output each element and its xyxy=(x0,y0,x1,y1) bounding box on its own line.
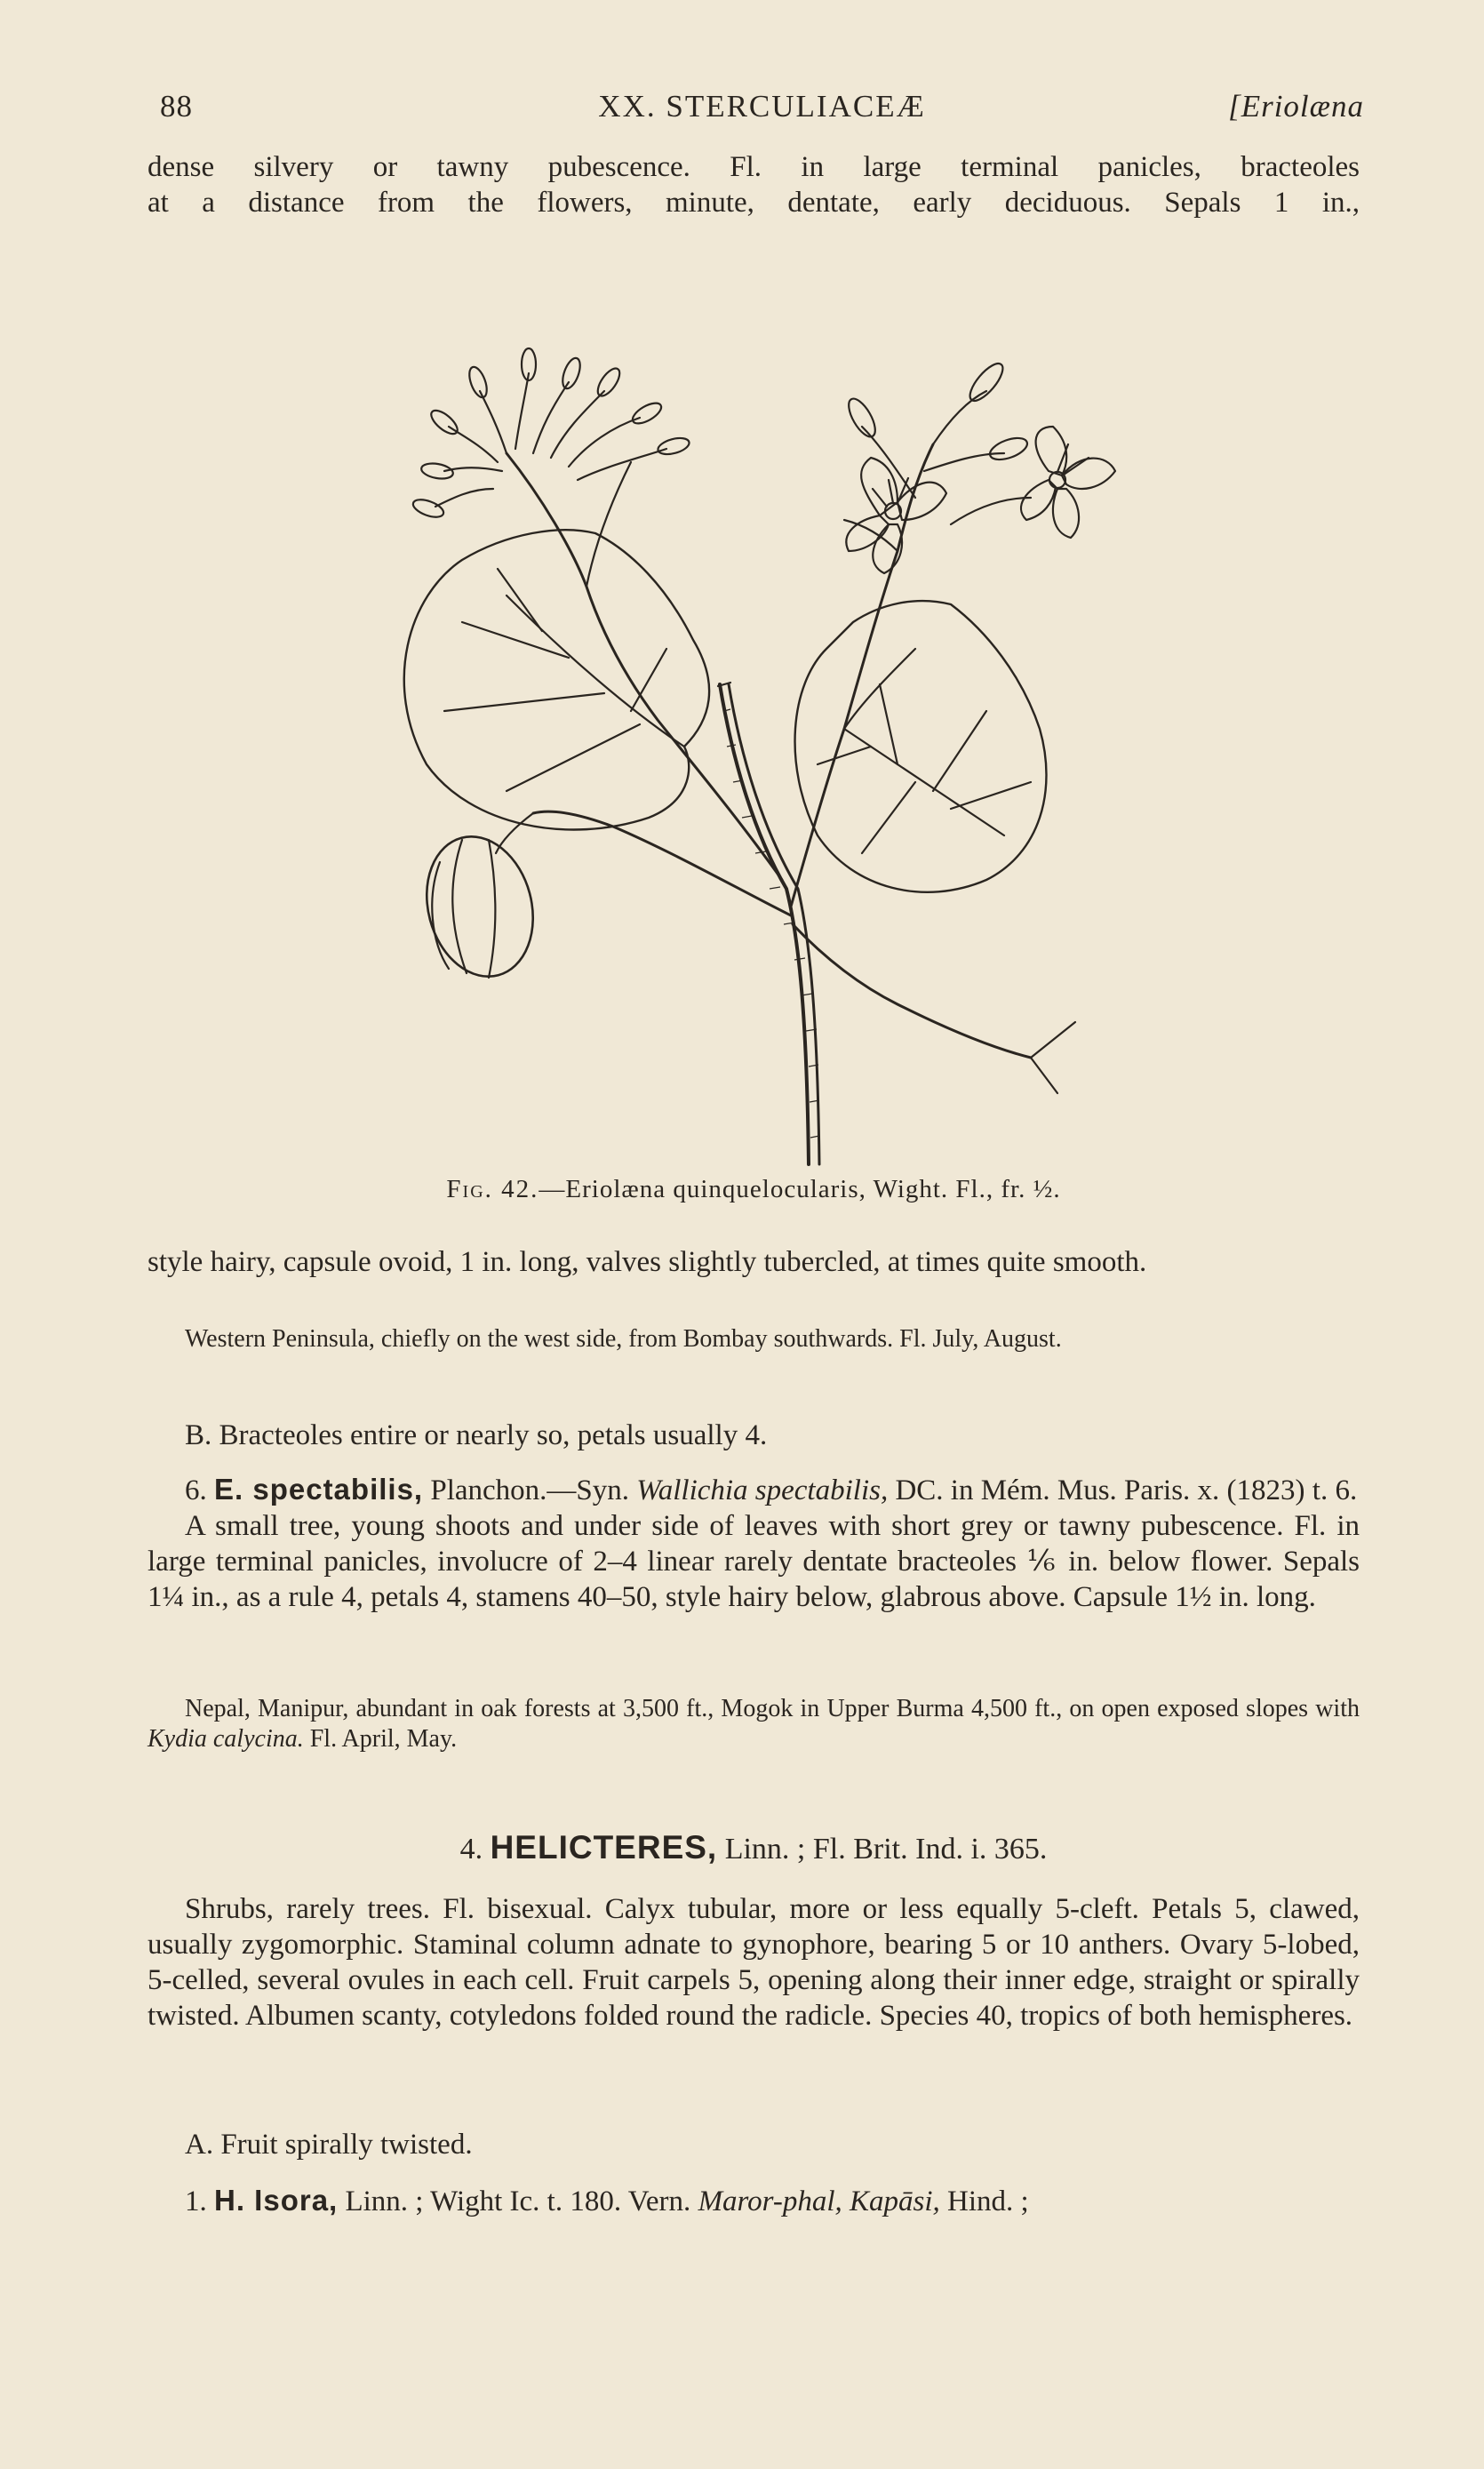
species-6-distribution xyxy=(148,1694,1360,1754)
species-6-distribution-text xyxy=(148,1694,1360,1754)
figure-caption xyxy=(148,1175,1360,1204)
genus-4-name: HELICTERES, xyxy=(490,1829,718,1866)
vernacular-1: Maror-phal, xyxy=(698,2185,842,2217)
species-1-entry xyxy=(148,2183,1360,2219)
vernacular-2: Kapāsi, xyxy=(842,2185,940,2217)
left-leaf xyxy=(404,530,709,829)
intro-line-1: dense silvery or tawny pubescence. Fl. in large terminal panicles, bracteoles xyxy=(148,151,1360,183)
style-paragraph xyxy=(148,1244,1360,1280)
genus-4-description xyxy=(148,1891,1360,2034)
style-text: style hairy, capsule ovoid, 1 in. long, valves slightly tubercled, at times quite smooth. xyxy=(148,1246,1147,1278)
species-6-name: E. spectabilis, xyxy=(214,1473,424,1506)
intro-paragraph xyxy=(148,149,1360,220)
fruit-capsule xyxy=(411,813,547,988)
species-1-heading xyxy=(148,2183,1360,2219)
species-6-synonym-ref: DC. in Mém. Mus. Paris. x. (1823) t. 6. xyxy=(888,1474,1358,1506)
species-6-entry xyxy=(148,1472,1360,1615)
running-head xyxy=(160,89,1364,128)
genus-4-number: 4. xyxy=(459,1833,483,1866)
species-6-author: Planchon.—Syn. xyxy=(423,1474,637,1506)
left-branch xyxy=(507,453,782,880)
figure-caption-text: —Eriolæna quinquelocularis, Wight. Fl., fr. ½. xyxy=(539,1175,1061,1203)
right-branch xyxy=(791,444,933,907)
family-title: XX. STERCULIACEÆ xyxy=(598,89,926,124)
species-6-heading xyxy=(148,1472,1360,1508)
right-leaf xyxy=(795,601,1047,892)
distribution-part-a: Nepal, Manipur, abundant in oak forests at 3,500 ft., Mogok in Upper Burma 4,500 ft., on open exposed slopes with xyxy=(185,1695,1360,1722)
distribution-part-b: Fl. April, May. xyxy=(303,1725,458,1753)
species-6-number: 6. xyxy=(185,1474,207,1506)
key-b xyxy=(148,1418,1360,1453)
distribution-paragraph-1 xyxy=(148,1324,1360,1354)
figure-label: Fig. 42. xyxy=(446,1175,539,1203)
species-1-tail: Hind. ; xyxy=(939,2185,1029,2217)
key-b-text: B. Bracteoles entire or nearly so, petals usually 4. xyxy=(185,1419,768,1451)
genus-heading: [Eriolæna xyxy=(1228,89,1364,124)
species-1-number: 1. xyxy=(185,2185,207,2217)
distribution-text-1: Western Peninsula, chiefly on the west side, from Bombay southwards. Fl. July, August. xyxy=(185,1325,1062,1353)
genus-4-heading xyxy=(148,1829,1360,1866)
species-6-synonym: Wallichia spectabilis, xyxy=(636,1474,889,1506)
intro-line-2: at a distance from the flowers, minute, dentate, early deciduous. Sepals 1 in., xyxy=(148,187,1360,219)
fruit-branch xyxy=(533,811,791,915)
distribution-species: Kydia calycina. xyxy=(148,1725,304,1753)
key-a-text: A. Fruit spirally twisted. xyxy=(185,2129,473,2161)
page-number: 88 xyxy=(160,89,193,124)
genus-4-description-text: Shrubs, rarely trees. Fl. bisexual. Calyx tubular, more or less equally 5-cleft. Petals 5, clawed, usually zygomorphic. Staminal column adnate to gynophore, bearing 5 or 10 anthers. Ovary 5-lobed, 5-celled, several ovules in each cell. Fruit carpels 5, opening along their inner edge, straight or spirally twisted. Albumen scanty, cotyledons folded round the radicle. Species 40, tropics of both hemispheres. xyxy=(148,1893,1360,2032)
species-6-description: A small tree, young shoots and under side of leaves with short grey or tawny pubescence. Fl. in large terminal panicles, involucre of 2–4 linear rarely dentate bracteoles ⅙ in. below flower. Sepals 1¼ in., as a rule 4, petals 4, stamens 40–50, style hairy below, glabrous above. Capsule 1½ in. long. xyxy=(148,1510,1360,1613)
eriolaena-drawing xyxy=(275,267,1244,1173)
key-a xyxy=(148,2127,1360,2162)
species-1-ref: Linn. ; Wight Ic. t. 180. Vern. xyxy=(338,2185,698,2217)
genus-4-ref: Linn. ; Fl. Brit. Ind. i. 365. xyxy=(717,1833,1048,1866)
species-1-name: H. Isora, xyxy=(214,2184,339,2217)
open-flower-2 xyxy=(1021,427,1115,538)
botanical-illustration xyxy=(275,267,1244,1173)
